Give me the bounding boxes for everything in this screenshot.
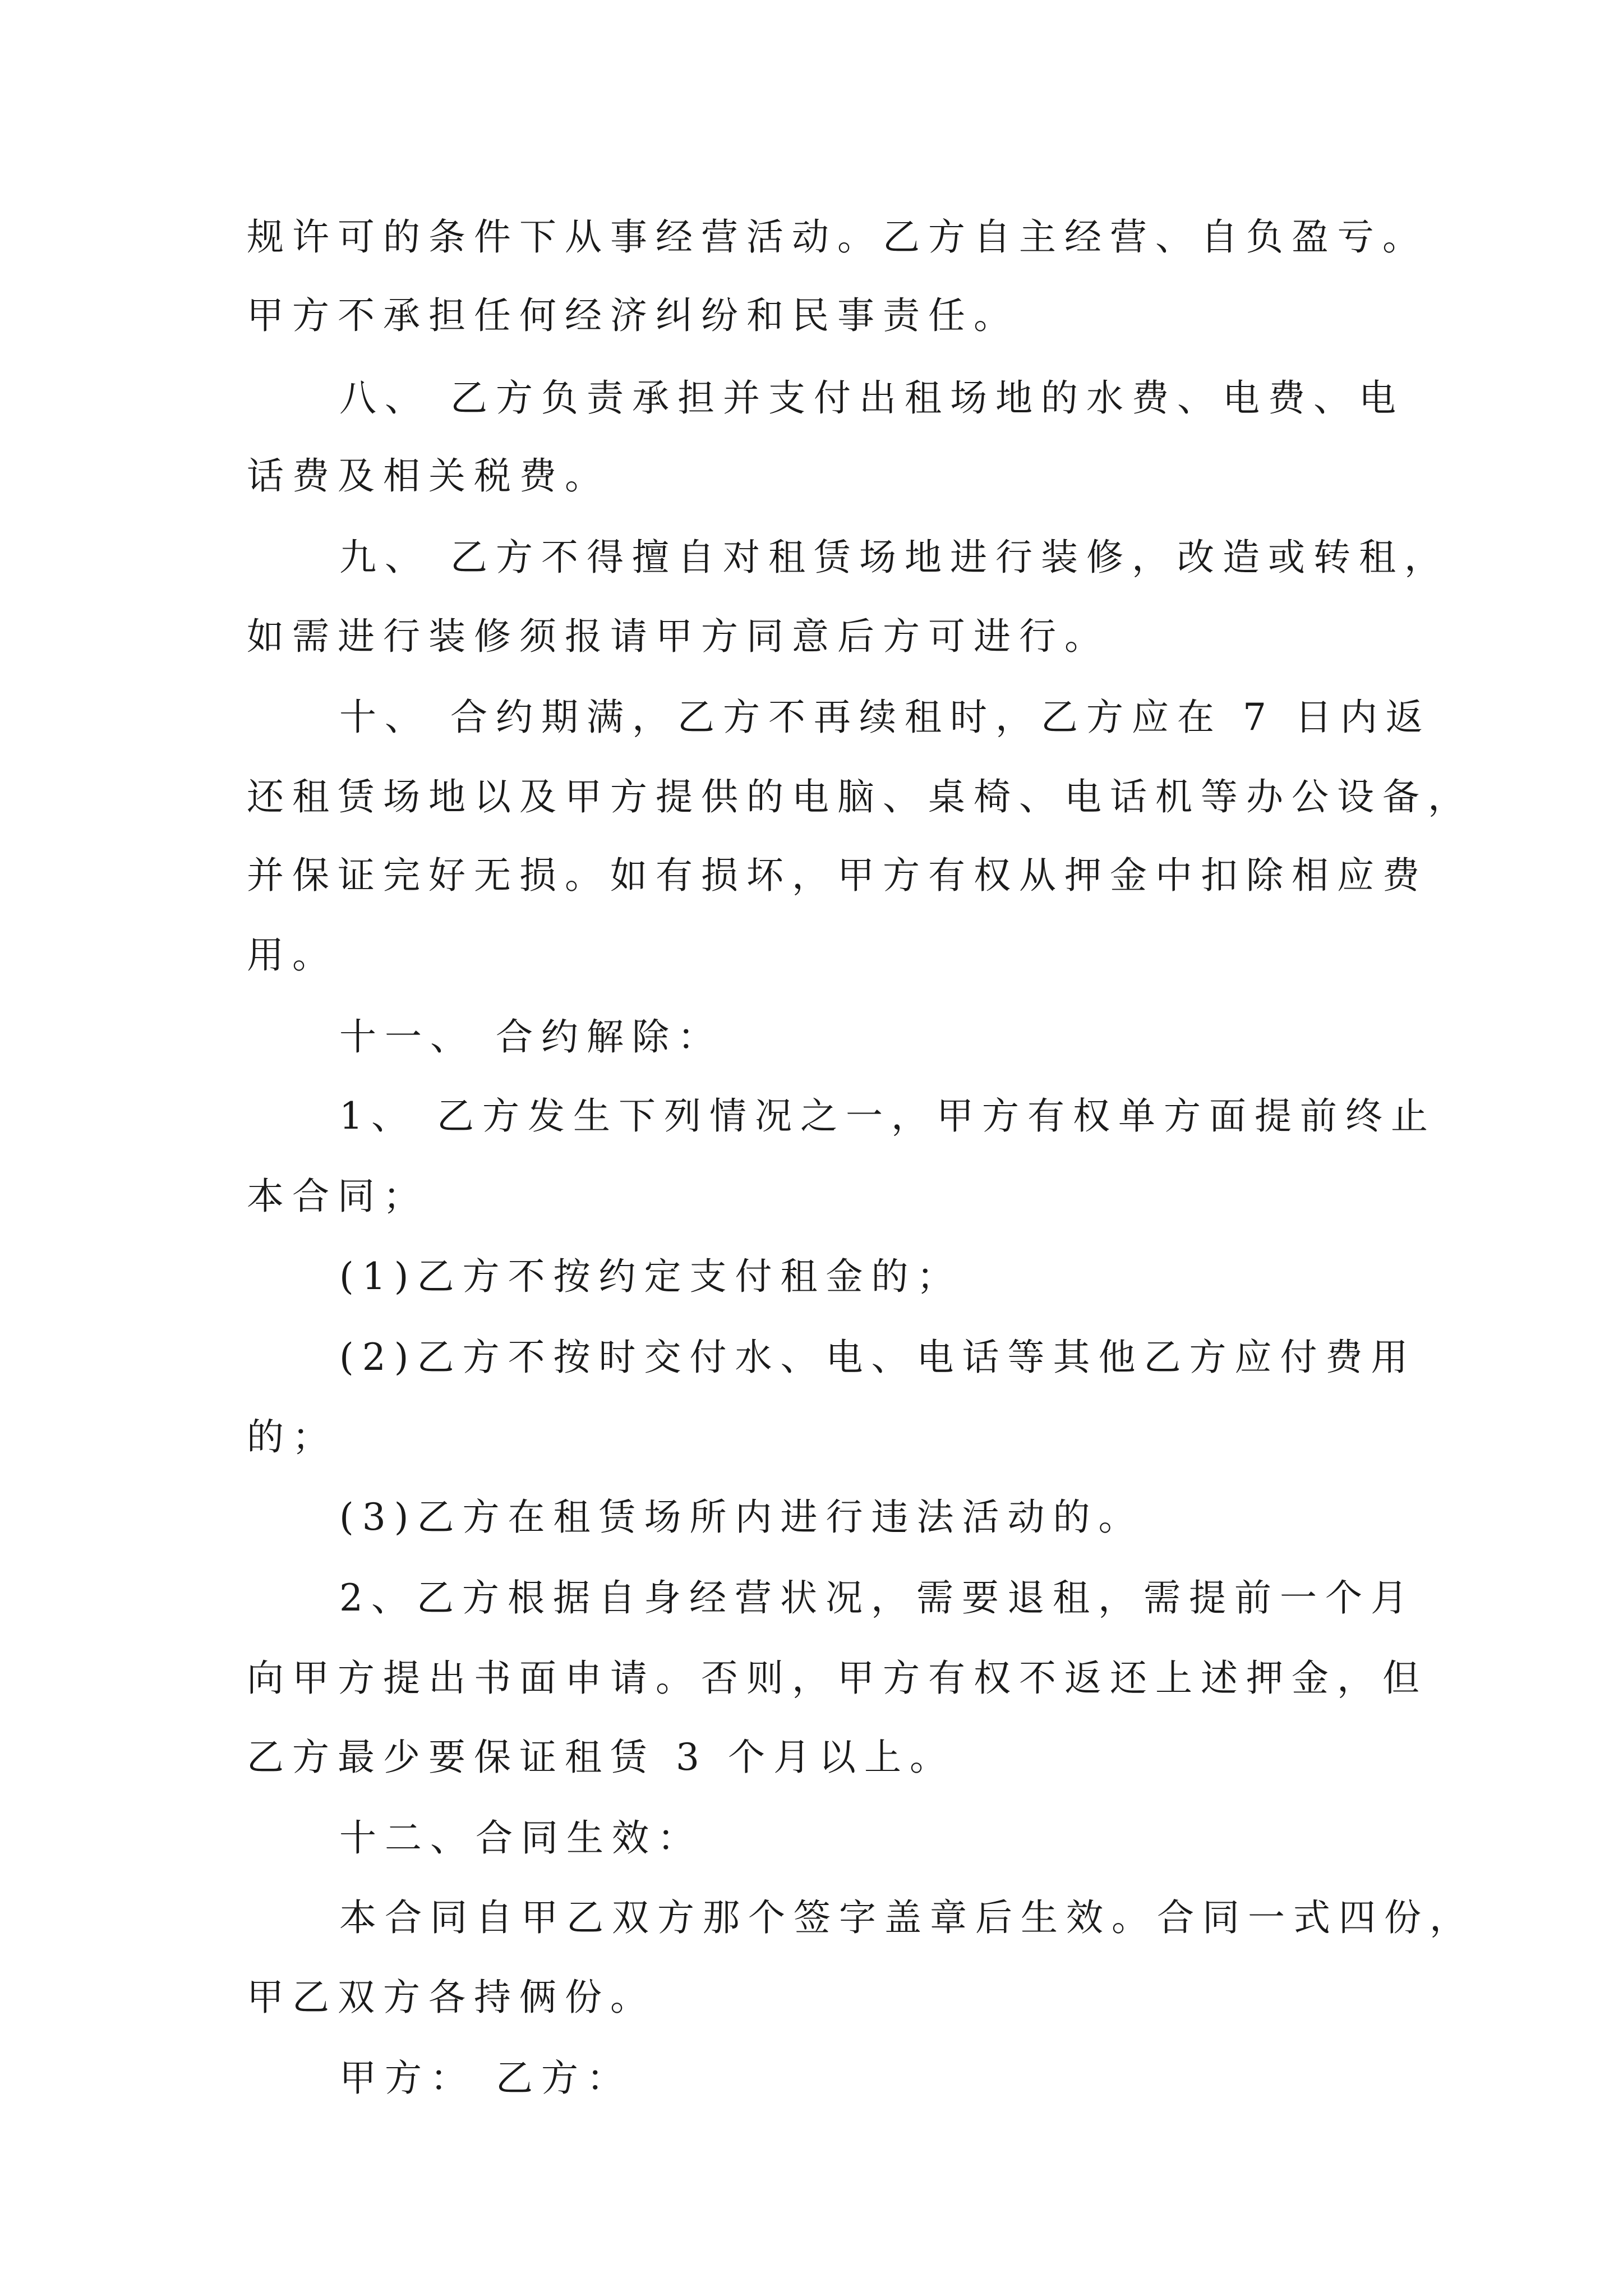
subitem-3-line: (3)乙方在租赁场所内进行违法活动的。 [339,1496,1144,1539]
text-line: 还租赁场地以及甲方提供的电脑、桌椅、电话机等办公设备， [247,775,1473,818]
clause-12-heading: 十二、合同生效： [339,1816,703,1860]
clause-8-line: 八、 乙方负责承担并支付出租场地的水费、电费、电 [339,376,1404,420]
text-line: 话费及相关税费。 [247,454,610,498]
text-line: 乙方最少要保证租赁 3 个月以上。 [247,1736,955,1779]
item-1-line: 1、 乙方发生下列情况之一，甲方有权单方面提前终止 [339,1094,1436,1138]
subitem-2-line: (2)乙方不按时交付水、电、电话等其他乙方应付费用 [339,1336,1417,1379]
text-line: 甲乙双方各持俩份。 [247,1976,656,2019]
signature-line: 甲方： 乙方： [339,2056,632,2100]
text-line: 本合同； [247,1175,428,1218]
text-line: 用。 [247,933,338,977]
text-line: 并保证完好无损。如有损坏，甲方有权从押金中扣除相应费 [247,854,1428,897]
text-line: 本合同自甲乙双方那个签字盖章后生效。合同一式四份， [339,1896,1475,1939]
text-line: 的； [247,1415,338,1458]
text-line: 甲方不承担任何经济纠纷和民事责任。 [247,294,1019,337]
clause-11-heading: 十一、 合约解除： [339,1015,723,1059]
item-2-line: 2、乙方根据自身经营状况，需要退租，需提前一个月 [339,1576,1416,1619]
text-line: 如需进行装修须报请甲方同意后方可进行。 [247,615,1110,658]
subitem-1-line: (1)乙方不按约定支付租金的； [339,1255,962,1298]
clause-10-line: 十、 合约期满，乙方不再续租时，乙方应在 7 日内返 [339,696,1431,739]
text-line: 向甲方提出书面申请。否则，甲方有权不返还上述押金，但 [247,1657,1428,1700]
text-line: 规许可的条件下从事经营活动。乙方自主经营、自负盈亏。 [247,215,1428,259]
clause-9-line: 九、 乙方不得擅自对租赁场地进行装修，改造或转租， [339,536,1450,579]
